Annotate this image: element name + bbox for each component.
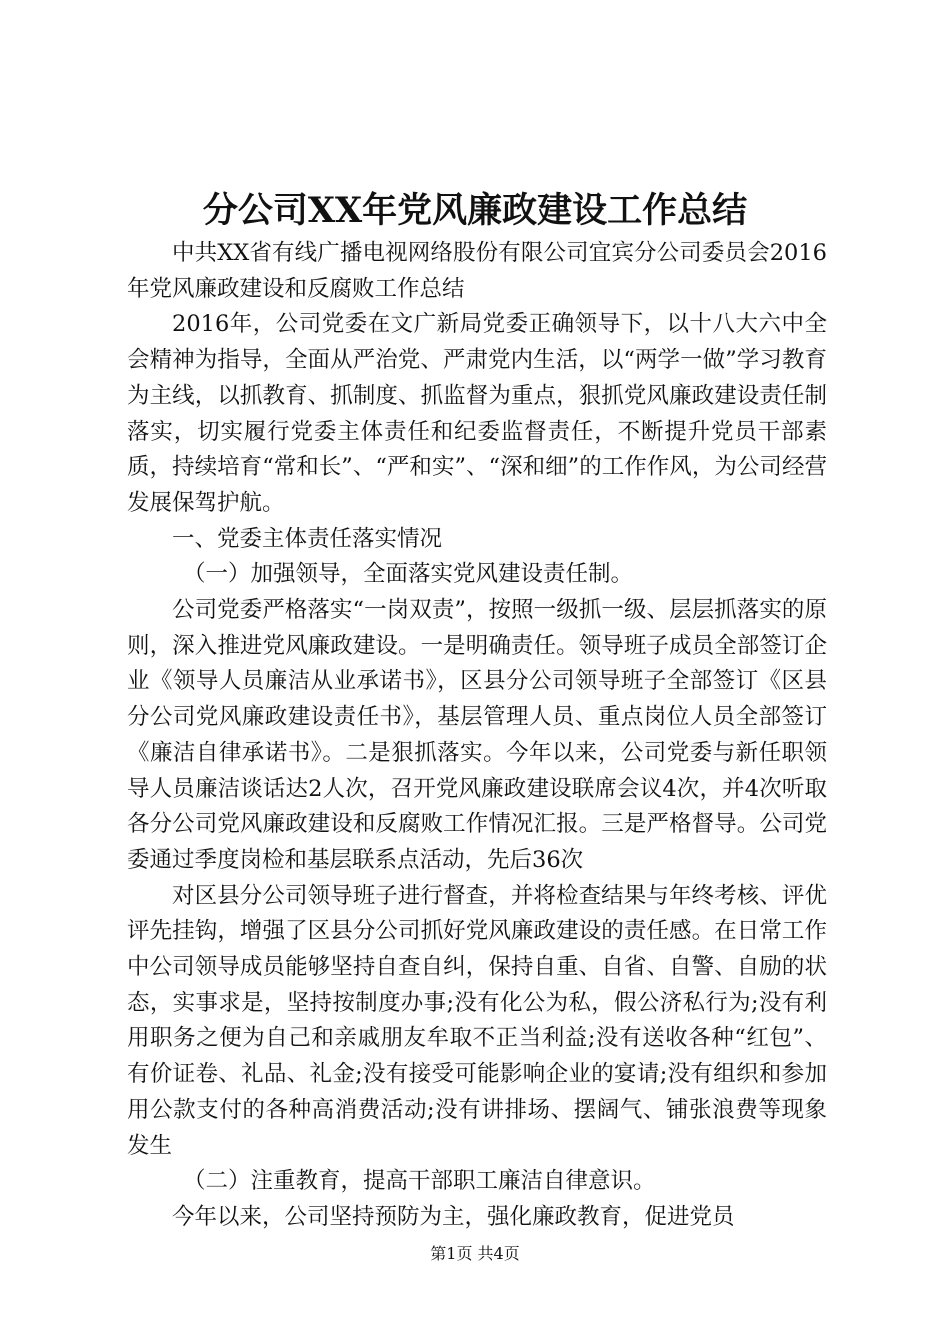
paragraph-education: 今年以来，公司坚持预防为主，强化廉政教育，促进党员 [172,1203,735,1230]
paragraph-intro: 中共XX省有线广播电视网络股份有限公司宜宾分公司委员会2016年党风廉政建设和反腐败工作总结 [127,240,827,302]
document-title: 分公司XX年党风廉政建设工作总结 [202,190,748,231]
document-body [127,236,827,1236]
section-heading-1: 一、党委主体责任落实情况 [172,525,443,552]
subsection-heading-1: （一）加强领导，全面落实党风建设责任制。 [183,561,634,588]
subsection-heading-2: （二）注重教育，提高干部职工廉洁自律意识。 [183,1168,656,1195]
page-footer: 第1页 共4页 [430,1244,520,1263]
paragraph-overview: 2016年，公司党委在文广新局党委正确领导下，以十八大六中全会精神为指导，全面从严治党、严肃党内生活，以“两学一做”学习教育为主线，以抓教育、抓制度、抓监督为重点，狠抓党风廉政建设责任制落实，切实履行党委主体责任和纪委监督责任，不断提升党员干部素质，持续培育“常和长”、“严和实”、“深和细”的工作作风，为公司经营发展保驾护航。 [127,311,827,516]
paragraph-responsibility: 公司党委严格落实“一岗双责”，按照一级抓一级、层层抓落实的原则，深入推进党风廉政建设。一是明确责任。领导班子成员全部签订企业《领导人员廉洁从业承诺书》，区县分公司领导班子全部签订《区县分公司党风廉政建设责任书》，基层管理人员、重点岗位人员全部签订《廉洁自律承诺书》。二是狠抓落实。今年以来，公司党委与新任职领导人员廉洁谈话达2人次，召开党风廉政建设联席会议4次，并4次听取各分公司党风廉政建设和反腐败工作情况汇报。三是严格督导。公司党委通过季度岗检和基层联系点活动，先后36次 [127,597,827,873]
paragraph-supervision: 对区县分公司领导班子进行督查，并将检查结果与年终考核、评优评先挂钩，增强了区县分公司抓好党风廉政建设的责任感。在日常工作中公司领导成员能够坚持自查自纠，保持自重、自省、自警、自励的状态，实事求是，坚持按制度办事;没有化公为私，假公济私行为;没有利用职务之便为自己和亲戚朋友牟取不正当利益;没有送收各种“红包”、有价证卷、礼品、礼金;没有接受可能影响企业的宴请;没有组织和参加用公款支付的各种高消费活动;没有讲排场、摆阔气、铺张浪费等现象发生 [127,882,827,1159]
